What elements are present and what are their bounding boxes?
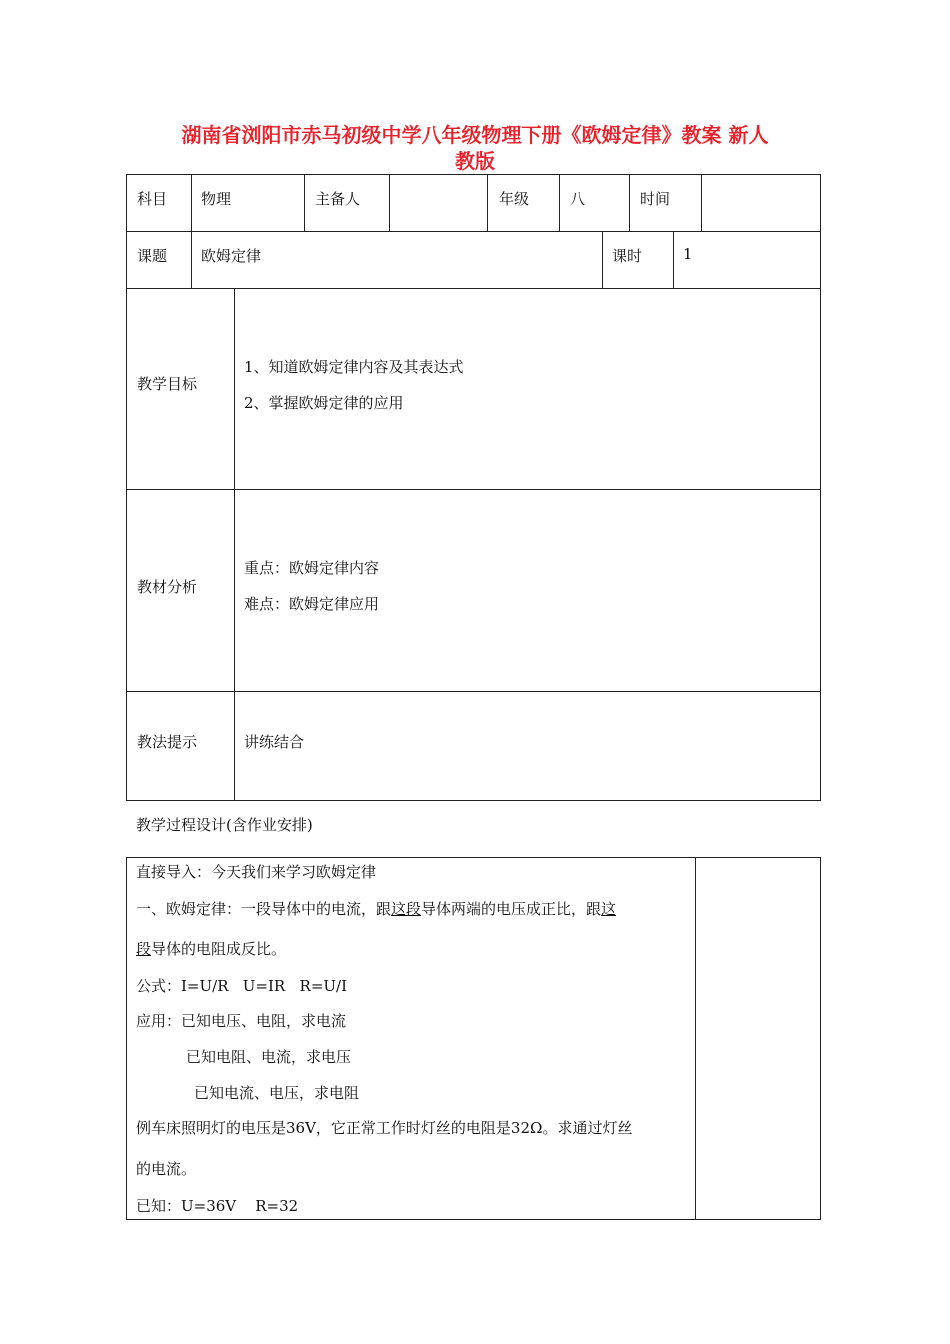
- given-line: 已知：U=36V R=32: [136, 1197, 299, 1215]
- grade-value: 八: [570, 190, 586, 208]
- table-divider: [191, 174, 192, 231]
- law-underline: 段: [136, 940, 152, 958]
- table-divider: [191, 231, 192, 288]
- difficulty-point: 难点：欧姆定律应用: [244, 595, 380, 613]
- subject-value: 物理: [201, 190, 232, 208]
- table-divider: [559, 174, 560, 231]
- application-line: 已知电流、电压，求电阻: [194, 1084, 360, 1102]
- objective-item: 1、知道欧姆定律内容及其表达式: [244, 358, 464, 376]
- table-divider: [389, 174, 390, 231]
- subject-label: 科目: [137, 190, 168, 208]
- topic-label: 课题: [137, 247, 168, 265]
- objective-item: 2、掌握欧姆定律的应用: [244, 394, 404, 412]
- formula-line: 公式：I=U/R U=IR R=U/I: [136, 977, 348, 995]
- title-line-2: 教版: [455, 149, 495, 173]
- table-divider: [234, 288, 235, 801]
- table-divider: [126, 691, 821, 692]
- method-value: 讲练结合: [244, 733, 305, 751]
- periods-label: 课时: [612, 247, 643, 265]
- table-divider: [126, 288, 821, 289]
- preparer-label: 主备人: [315, 190, 361, 208]
- topic-value: 欧姆定律: [201, 247, 262, 265]
- objectives-label: 教学目标: [137, 375, 198, 393]
- intro-line: 直接导入：今天我们来学习欧姆定律: [136, 863, 377, 881]
- table-divider: [701, 174, 702, 231]
- law-line-continued: [136, 938, 286, 959]
- title-line-1: 湖南省浏阳市赤马初级中学八年级物理下册《欧姆定律》教案 新人: [181, 123, 769, 147]
- example-line: 的电流。: [136, 1160, 197, 1178]
- method-label: 教法提示: [137, 733, 198, 751]
- lesson-info-table: [126, 174, 821, 801]
- table-divider: [304, 174, 305, 231]
- table-divider: [602, 231, 603, 288]
- process-heading: 教学过程设计(含作业安排): [136, 816, 313, 834]
- time-label: 时间: [640, 190, 671, 208]
- table-divider: [695, 857, 696, 1220]
- key-point: 重点：欧姆定律内容: [244, 559, 380, 577]
- table-divider: [126, 231, 821, 232]
- table-divider: [673, 231, 674, 288]
- analysis-label: 教材分析: [137, 578, 198, 596]
- application-line: 已知电阻、电流，求电压: [186, 1048, 352, 1066]
- table-divider: [126, 489, 821, 490]
- law-underline: 这段: [391, 900, 422, 918]
- application-line: 应用：已知电压、电阻，求电流: [136, 1012, 347, 1030]
- example-line: 例车床照明灯的电压是36V，它正常工作时灯丝的电阻是32Ω。求通过灯丝: [136, 1119, 633, 1137]
- grade-label: 年级: [499, 190, 530, 208]
- law-text: 导体两端的电压成正比，跟: [421, 900, 602, 918]
- table-divider: [487, 174, 488, 231]
- law-text: 一、欧姆定律：一段导体中的电流，跟: [136, 900, 392, 918]
- table-divider: [629, 174, 630, 231]
- periods-value: 1: [683, 245, 693, 263]
- document-title: [130, 122, 820, 174]
- law-line: [136, 898, 616, 919]
- law-underline: 这: [601, 900, 617, 918]
- law-text: 导体的电阻成反比。: [151, 940, 287, 958]
